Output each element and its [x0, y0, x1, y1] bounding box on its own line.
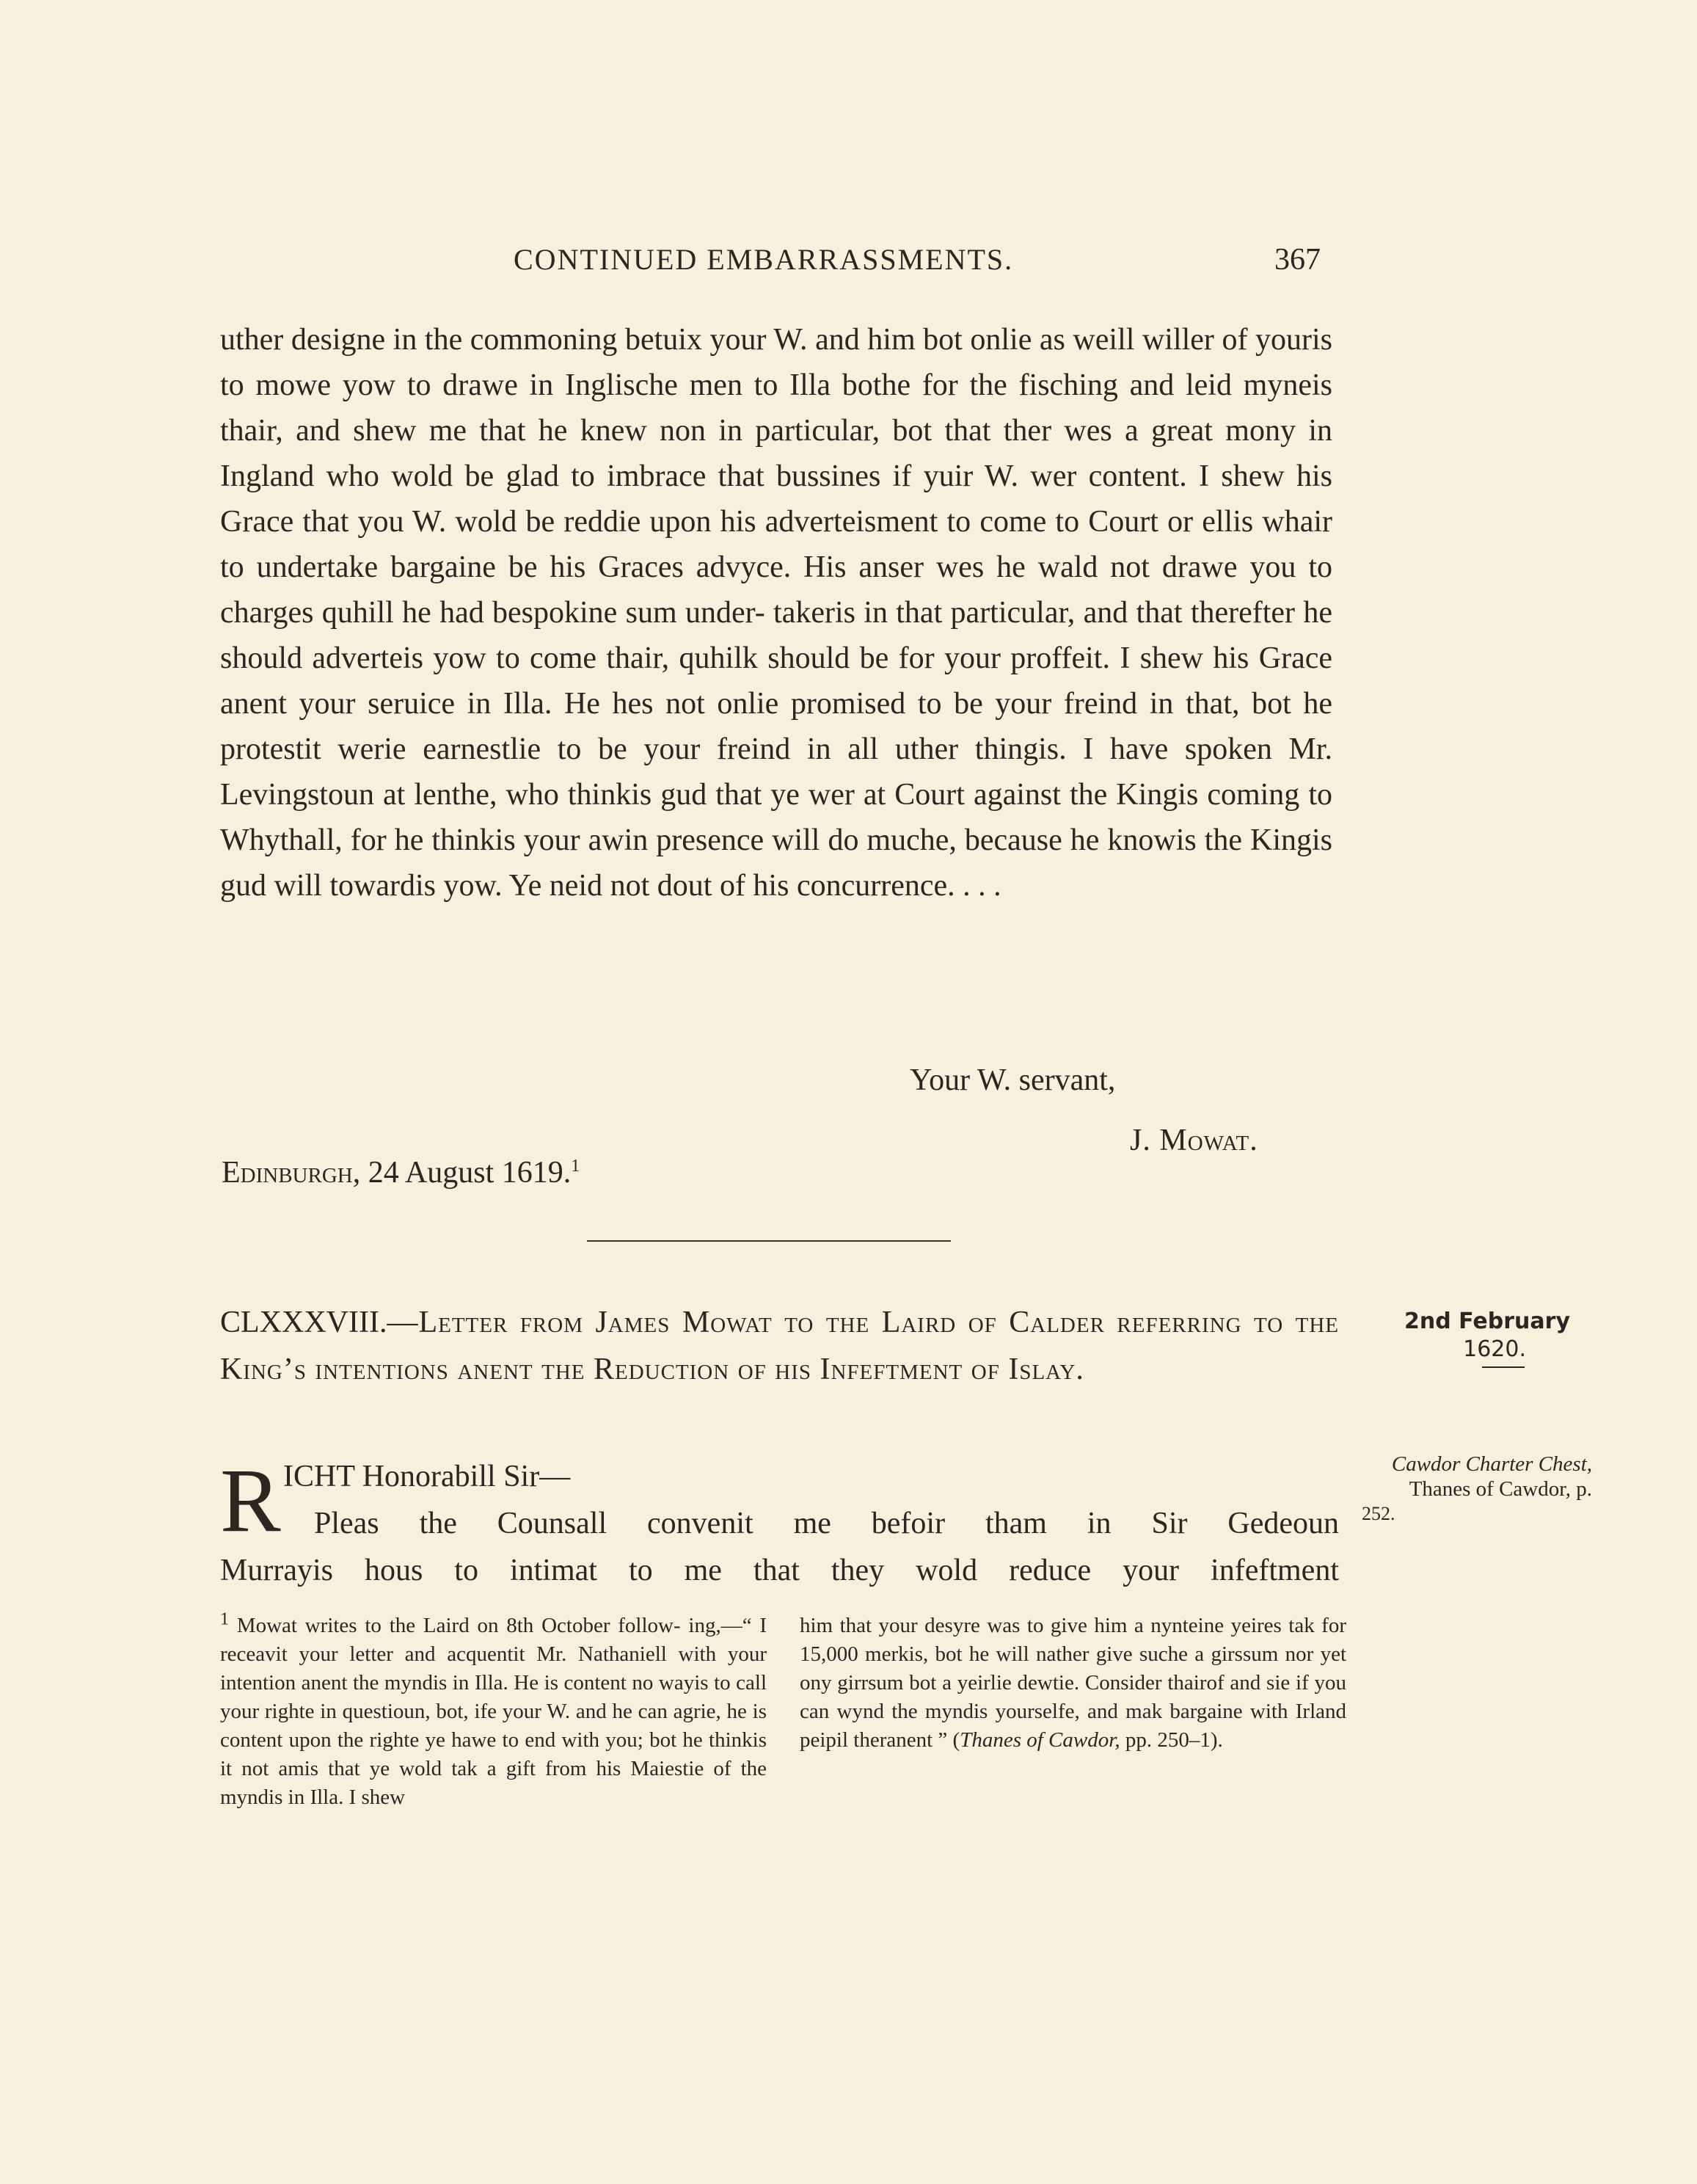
letter-body-text: uther designe in the commoning betuix your W. and him bot onlie as weill willer of youris to mowe yow to drawe in Inglische men to Illa bothe for the fisching and leid myneis thair, and shew me that he knew non in particular, bot that ther wes a great mony in Ingland who wold be glad to imbrace that bussines if yuir W. wer content. I shew his Grace that you W. wold be reddie upon his adverteisment to come to Court or ellis whair to undertake bargaine be his Graces advyce. His anser wes he wald not drawe you to charges quhill he had bespokine sum under- takeris in that particular, and that therefter he should adverteis yow to come thair, quhilk should be for your proffeit. I shew his Grace anent your seruice in Illa. He hes not onlie promised to be your freind in that, bot he protestit werie earnestlie to be your freind in all uther thingis. I have spoken Mr. Levingstoun at lenthe, who thinkis gud that ye wer at Court against the Kingis coming to Whythall, for he thinkis your awin presence will do muche, because he knowis the Kingis gud will towardis yow. Ye neid not dout of his concurrence. . . .: [220, 323, 1332, 903]
footnote-column-left: [220, 1609, 767, 1812]
salutation: ICHT Honorabill Sir—: [283, 1460, 571, 1493]
letter-signature: J. Mowat.: [1130, 1124, 1258, 1157]
margin-date: [1379, 1308, 1570, 1368]
letter-place: Edinburgh,: [222, 1156, 361, 1190]
footnote-text-left: Mowat writes to the Laird on 8th October follow- ing,—“ I receavit your letter and acquentit Mr. Nathaniell with your intention anent the myndis in Illa. He is content no wayis to call your righte in questioun, bot, ife your W. and he can agrie, he is content upon the righte ye hawe to end with you; bot he thinkis it not amis that ye wold tak a gift from his Maiestie of the myndis in Illa. I shew: [220, 1614, 767, 1809]
margin-date-rule: [1482, 1366, 1525, 1368]
letter-date: 24 August 1619.: [368, 1156, 572, 1190]
letter-place-date: [222, 1155, 882, 1190]
letter-line-3: Murrayis hous to intimat to me that they wold reduce your infeftment: [220, 1554, 1339, 1587]
margin-date-day: 2nd February: [1404, 1308, 1570, 1334]
page-number: 367: [1274, 243, 1321, 277]
running-head: [220, 242, 1321, 286]
footnote-mark: 1: [220, 1609, 229, 1629]
margin-source: [1357, 1452, 1592, 1526]
drop-cap: R: [220, 1450, 281, 1551]
section-divider: [587, 1240, 951, 1242]
letter-closing: Your W. servant,: [910, 1063, 1116, 1097]
margin-source-page: 252.: [1362, 1503, 1395, 1524]
letter-body: [220, 317, 1332, 909]
footnote-citation-pages: pp. 250–1).: [1125, 1728, 1223, 1752]
margin-date-year: 1620.: [1463, 1336, 1526, 1362]
footnote-column-right: [800, 1612, 1346, 1755]
margin-source-archive: Cawdor Charter Chest,: [1391, 1452, 1592, 1476]
margin-source-work: Thanes of Cawdor, p.: [1409, 1477, 1592, 1501]
document-heading: [220, 1299, 1339, 1393]
document-number: CLXXXVIII.: [220, 1306, 387, 1339]
footnote-citation: Thanes of Cawdor,: [960, 1728, 1120, 1752]
document-title: —Letter from James Mowat to the Laird of Calder referring to the King’s intentions anent the Reduction of his Infeftment of Islay.: [220, 1306, 1339, 1386]
running-title: CONTINUED EMBARRASSMENTS.: [514, 243, 1014, 276]
footnote-reference: 1: [571, 1157, 580, 1176]
letter-line-2: Pleas the Counsall convenit me befoir tham in Sir Gedeoun: [314, 1507, 1339, 1540]
footnote-text-right: him that your desyre was to give him a nynteine yeires tak for 15,000 merkis, bot he will nather give suche a girssum nor yet ony girrsum bot a yeirlie dewtie. Consider thairof and sie if you can wynd the myndis yourselfe, and mak bargaine with Irland peipil theranent ” (: [800, 1614, 1346, 1752]
